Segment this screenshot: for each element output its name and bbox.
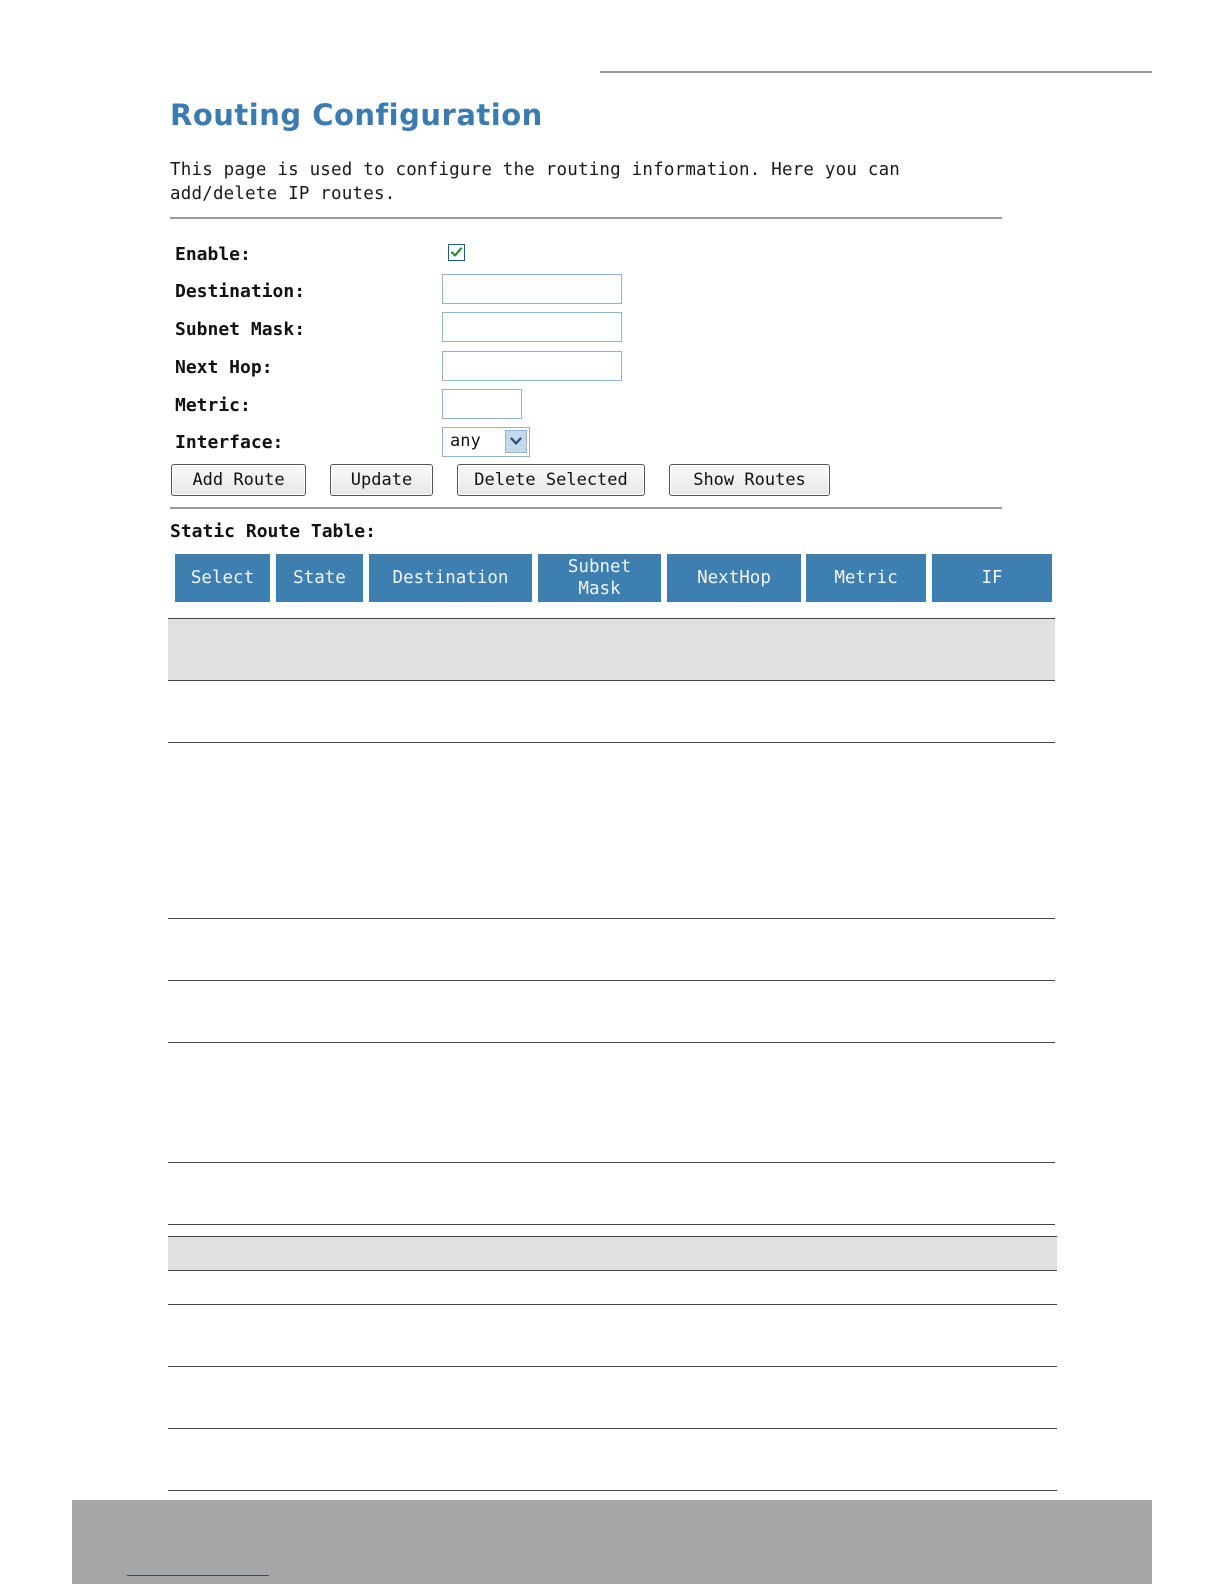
interface-selected-value: any (450, 431, 481, 451)
footer-link-underline[interactable] (127, 1575, 269, 1576)
page-description: This page is used to configure the routing information. Here you can add/delete IP routes. (170, 160, 901, 204)
table-row (168, 619, 1055, 681)
column-header-nexthop: NextHop (667, 554, 801, 602)
dropdown-arrow[interactable] (505, 430, 527, 453)
row-divider (168, 918, 1055, 919)
enable-label: Enable: (175, 244, 251, 265)
destination-label: Destination: (175, 281, 306, 302)
subnet-mask-label: Subnet Mask: (175, 319, 306, 340)
top-divider (600, 71, 1152, 73)
destination-input[interactable] (442, 274, 622, 304)
enable-checkbox[interactable] (448, 244, 465, 261)
row-divider (168, 1042, 1055, 1043)
row-divider (168, 1224, 1055, 1225)
update-button[interactable]: Update (330, 464, 433, 496)
row-divider (168, 618, 1055, 619)
row-divider (168, 1236, 1057, 1237)
add-route-button[interactable]: Add Route (171, 464, 306, 496)
row-divider (168, 1162, 1055, 1163)
delete-selected-button[interactable]: Delete Selected (457, 464, 645, 496)
row-divider (168, 1304, 1057, 1305)
section-divider (170, 507, 1002, 509)
next-hop-label: Next Hop: (175, 357, 273, 378)
subnet-mask-input[interactable] (442, 312, 622, 342)
column-header-metric: Metric (806, 554, 926, 602)
row-divider (168, 1366, 1057, 1367)
row-divider (168, 1490, 1057, 1491)
column-header-select: Select (175, 554, 270, 602)
footer-bar (72, 1500, 1152, 1584)
metric-label: Metric: (175, 395, 251, 416)
interface-label: Interface: (175, 432, 284, 453)
column-header-destination: Destination (369, 554, 532, 602)
page-title: Routing Configuration (170, 98, 543, 132)
column-header-subnet-mask: Subnet Mask (538, 554, 661, 602)
next-hop-input[interactable] (442, 351, 622, 381)
row-divider (168, 980, 1055, 981)
interface-select[interactable] (442, 427, 530, 457)
row-divider (168, 742, 1055, 743)
row-divider (168, 680, 1055, 681)
column-header-state: State (276, 554, 363, 602)
column-header-if: IF (932, 554, 1052, 602)
row-divider (168, 1428, 1057, 1429)
row-divider (168, 1270, 1057, 1271)
show-routes-button[interactable]: Show Routes (669, 464, 830, 496)
chevron-down-icon (510, 437, 522, 446)
static-route-table-title: Static Route Table: (170, 521, 376, 542)
section-divider (170, 217, 1002, 219)
metric-input[interactable] (442, 389, 522, 419)
check-icon (450, 246, 463, 259)
table-row (168, 1237, 1057, 1270)
